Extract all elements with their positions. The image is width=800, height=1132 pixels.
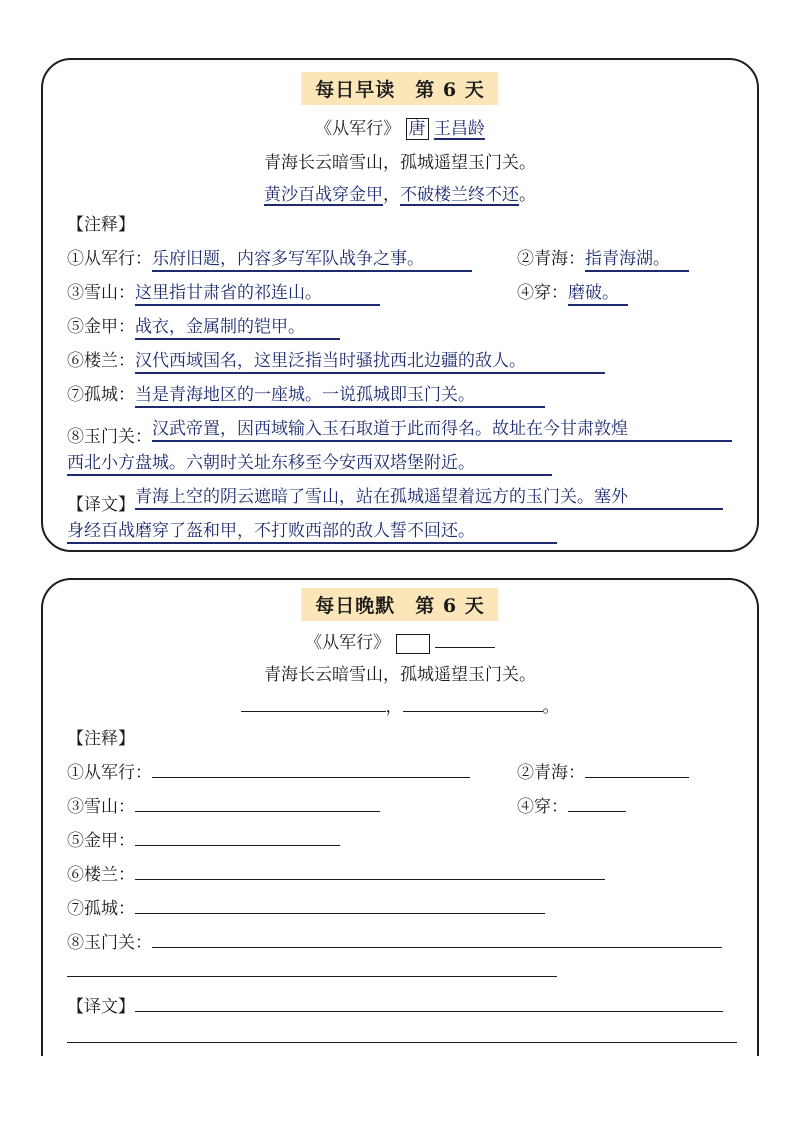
note-blank[interactable] — [135, 861, 605, 880]
poem-title: 《从军行》 — [315, 119, 401, 139]
evening-poem-header — [43, 628, 757, 654]
note-4 — [517, 278, 628, 306]
note-label: ⑥楼兰： — [67, 351, 135, 371]
note-label: ⑤金甲： — [67, 317, 135, 337]
evening-dictation-card — [41, 578, 759, 1056]
note-blank[interactable] — [135, 827, 340, 846]
translation — [67, 482, 723, 515]
note-answer: 这里指甘肃省的祁连山。 — [135, 278, 380, 306]
poem-line-2 — [43, 180, 757, 205]
note-label: ①从军行： — [67, 763, 152, 783]
morning-reading-card — [41, 58, 759, 552]
note-label: ①从军行： — [67, 249, 152, 269]
note-1 — [67, 244, 472, 272]
dynasty-blank[interactable] — [396, 634, 430, 654]
note-label: ③雪山： — [67, 797, 135, 817]
note-blank[interactable] — [135, 793, 380, 812]
note-label: ②青海： — [517, 249, 585, 269]
evening-title: 每日晚默 第 6 天 — [301, 588, 498, 621]
translation-blank[interactable] — [135, 993, 723, 1012]
note-1 — [67, 758, 470, 783]
poem-line-1: 青海长云暗雪山，孤城遥望玉门关。 — [264, 153, 536, 173]
note-label: ⑦孤城： — [67, 385, 135, 405]
poem-line-1: 青海长云暗雪山，孤城遥望玉门关。 — [264, 665, 536, 685]
note-label: ④穿： — [517, 797, 568, 817]
note-blank[interactable] — [585, 759, 689, 778]
note-label: ⑦孤城： — [67, 899, 135, 919]
note-label: ③雪山： — [67, 283, 135, 303]
notes-label: 【注释】 — [67, 729, 135, 749]
note-2 — [517, 758, 689, 783]
note-answer: 磨破。 — [568, 278, 628, 306]
note-5 — [67, 312, 340, 340]
note-6 — [67, 346, 605, 374]
note-8-cont-blank[interactable] — [67, 976, 557, 977]
note-label: ⑧玉门关： — [67, 933, 152, 953]
poem-line-2a: 黄沙百战穿金甲 — [264, 185, 383, 205]
notes-label: 【注释】 — [67, 215, 135, 235]
translation-cont-blank[interactable] — [67, 1042, 737, 1043]
note-8 — [67, 414, 732, 447]
poem-line-2-sep: ， — [383, 185, 400, 205]
note-label: ④穿： — [517, 283, 568, 303]
poem-line-2-end: 。 — [519, 185, 536, 205]
note-answer: 指青海湖。 — [585, 244, 689, 272]
note-label: ⑧玉门关： — [67, 427, 152, 447]
note-label: ⑥楼兰： — [67, 865, 135, 885]
note-answer: 汉武帝置，因西域输入玉石取道于此而得名。故址在今甘肃敦煌 — [152, 414, 732, 442]
note-4 — [517, 792, 626, 817]
note-blank[interactable] — [568, 793, 626, 812]
translation-line-1: 青海上空的阴云遮暗了雪山，站在孤城遥望着远方的玉门关。塞外 — [135, 482, 723, 510]
note-answer: 当是青海地区的一座城。一说孤城即玉门关。 — [135, 380, 545, 408]
morning-poem-header — [43, 114, 757, 139]
note-2 — [517, 244, 689, 272]
note-blank[interactable] — [152, 759, 470, 778]
author-blank[interactable] — [435, 629, 495, 648]
note-3 — [67, 792, 380, 817]
note-answer-cont: 西北小方盘城。六朝时关址东移至今安西双塔堡附近。 — [67, 448, 552, 476]
note-blank[interactable] — [135, 895, 545, 914]
note-8 — [67, 928, 722, 953]
poem-line-2-blanks — [43, 692, 757, 717]
note-3 — [67, 278, 380, 306]
line-2b-blank[interactable] — [403, 693, 543, 712]
note-answer: 汉代西域国名，这里泛指当时骚扰西北边疆的敌人。 — [135, 346, 605, 374]
note-7 — [67, 380, 545, 408]
note-8-cont — [67, 448, 552, 481]
note-5 — [67, 826, 340, 851]
translation-line-2: 身经百战磨穿了盔和甲，不打败西部的敌人誓不回还。 — [67, 516, 557, 544]
poem-line-2b: 不破楼兰终不还 — [400, 185, 519, 205]
note-6 — [67, 860, 605, 885]
note-7 — [67, 894, 545, 919]
dynasty: 唐 — [406, 118, 429, 140]
note-blank[interactable] — [152, 929, 722, 948]
line-2-sep: ， — [385, 697, 403, 717]
note-label: ②青海： — [517, 763, 585, 783]
translation — [67, 992, 723, 1017]
translation-label: 【译文】 — [67, 997, 135, 1017]
author: 王昌龄 — [433, 119, 485, 139]
line-2-end: 。 — [542, 697, 560, 717]
note-answer: 乐府旧题，内容多写军队战争之事。 — [152, 244, 472, 272]
note-label: ⑤金甲： — [67, 831, 135, 851]
poem-title: 《从军行》 — [305, 633, 391, 653]
morning-title: 每日早读 第 6 天 — [301, 72, 498, 105]
translation-cont — [67, 516, 557, 549]
translation-label: 【译文】 — [67, 495, 135, 515]
note-answer: 战衣，金属制的铠甲。 — [135, 312, 340, 340]
line-2a-blank[interactable] — [241, 693, 386, 712]
